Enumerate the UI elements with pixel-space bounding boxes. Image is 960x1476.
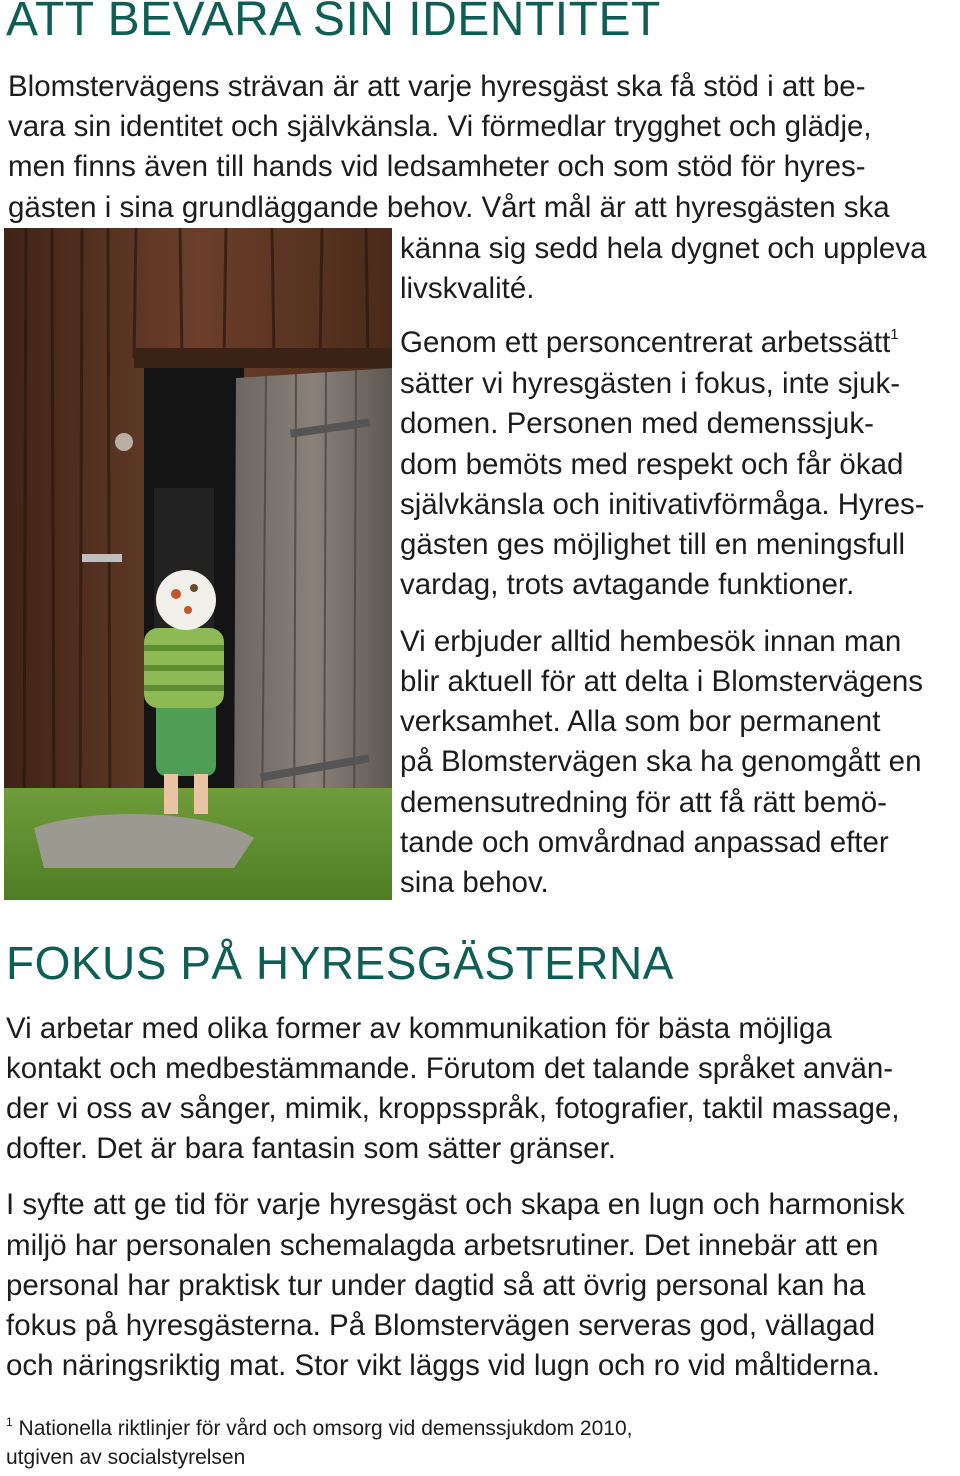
para2-line: självkänsla och initivativförmåga. Hyres-: [400, 488, 925, 521]
para5-line: I syfte att ge tid för varje hyresgäst och skapa en lugn och harmonisk: [6, 1188, 905, 1221]
intro-line: vara sin identitet och självkänsla. Vi förmedlar trygghet och glädje,: [8, 110, 872, 143]
para4-line: Vi arbetar med olika former av kommunikation för bästa möjliga: [6, 1012, 832, 1045]
para3-line: verksamhet. Alla som bor permanent: [400, 705, 881, 738]
para2-line: domen. Personen med demenssjuk-: [400, 407, 874, 440]
para3-line: tande och omvårdnad anpassad efter: [400, 826, 889, 859]
intro-line: känna sig sedd hela dygnet och uppleva: [400, 232, 927, 265]
para4-line: kontakt och medbestämmande. Förutom det talande språket använ-: [6, 1052, 894, 1085]
para5-line: personal har praktisk tur under dagtid så att övrig personal kan ha: [6, 1269, 866, 1302]
intro-line: men finns även till hands vid ledsamheter och som stöd för hyres-: [8, 150, 866, 183]
para3-line: Vi erbjuder alltid hembesök innan man: [400, 625, 902, 658]
footnote-line: utgiven av socialstyrelsen: [6, 1446, 246, 1469]
para2-line: vardag, trots avtagande funktioner.: [400, 568, 855, 601]
para2-line: gästen ges möjlighet till en meningsfull: [400, 528, 906, 561]
para3-line: sina behov.: [400, 866, 549, 899]
para3-line: på Blomstervägen ska ha genomgått en: [400, 745, 922, 778]
footnote-number: 1: [6, 1415, 13, 1429]
para2-line: dom bemöts med respekt och får ökad: [400, 448, 904, 481]
para2-first: Genom ett personcentrerat arbetssätt: [400, 326, 891, 359]
para5-line: fokus på hyresgästerna. På Blomstervägen serveras god, vällagad: [6, 1309, 876, 1342]
footnote: [6, 1414, 632, 1443]
para5-line: och näringsriktig mat. Stor vikt läggs vid lugn och ro vid måltiderna.: [6, 1349, 880, 1382]
footnote-marker: 1: [890, 326, 899, 343]
intro-line: gästen i sina grundläggande behov. Vårt mål är att hyresgästen ska: [8, 191, 890, 224]
section-heading-identity: ATT BEVARA SIN IDENTITET: [6, 0, 661, 46]
footnote-text: Nationella riktlinjer för vård och omsorg vid demenssjukdom 2010,: [18, 1417, 633, 1440]
para3-line: blir aktuell för att delta i Blomstervägens: [400, 665, 924, 698]
intro-line: Blomstervägens strävan är att varje hyresgäst ska få stöd i att be-: [8, 70, 866, 103]
para2-line: sätter vi hyresgästen i fokus, inte sjuk-: [400, 367, 901, 400]
photo-child-at-barn-door: [4, 228, 392, 900]
section-heading-focus: FOKUS PÅ HYRESGÄSTERNA: [6, 937, 674, 989]
intro-line: livskvalité.: [400, 272, 535, 305]
para4-line: dofter. Det är bara fantasin som sätter gränser.: [6, 1132, 616, 1165]
para4-line: der vi oss av sånger, mimik, kroppsspråk, fotografier, taktil massage,: [6, 1092, 900, 1125]
para5-line: miljö har personalen schemalagda arbetsrutiner. Det innebär att en: [6, 1229, 879, 1262]
para2-line: [400, 323, 899, 363]
para3-line: demensutredning för att få rätt bemö-: [400, 786, 888, 819]
